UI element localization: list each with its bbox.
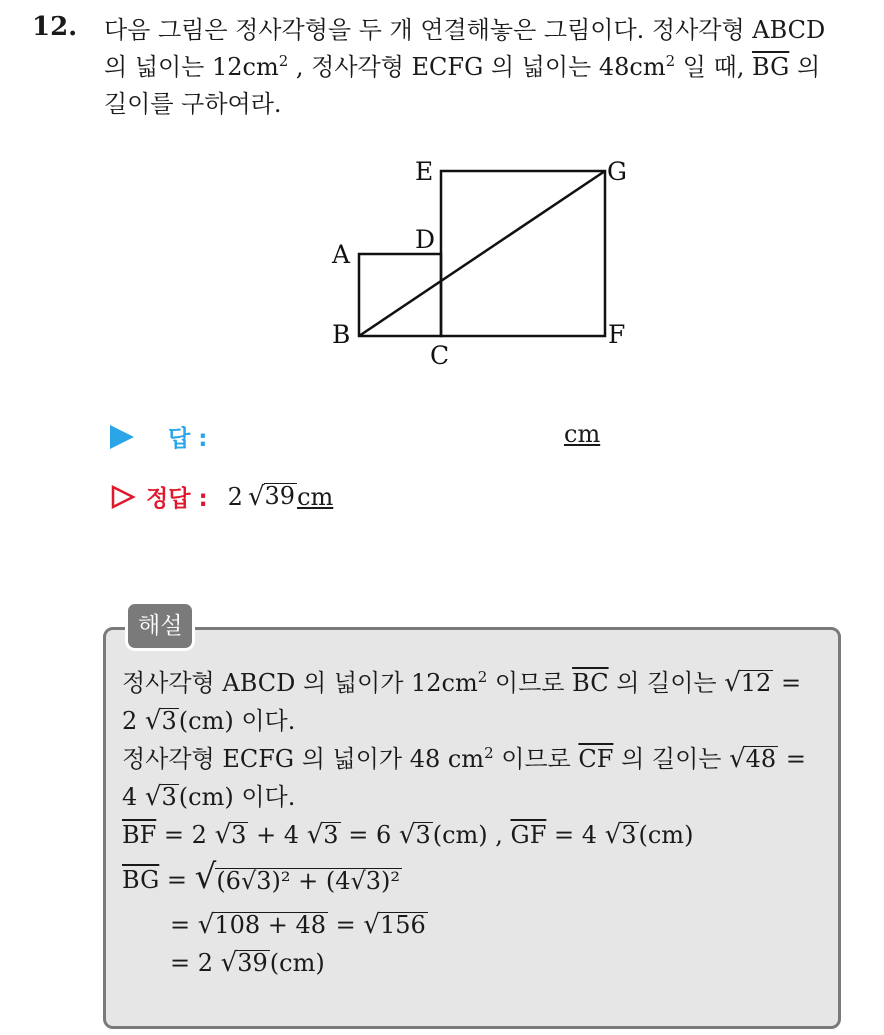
label-d: D — [415, 225, 436, 254]
correct-sqrt: √ 39 — [247, 481, 296, 512]
two-squares-figure — [320, 150, 640, 375]
solution-tab: 해설 — [128, 604, 192, 648]
label-e: E — [415, 157, 434, 186]
play-outline-icon — [110, 484, 136, 510]
label-f: F — [608, 320, 626, 349]
solution-line-6: $\overline{BG}$ = √ (6√3)² + (4√3)² — [122, 857, 401, 897]
label-c: C — [430, 341, 450, 370]
correct-coef: 2 — [227, 482, 243, 511]
play-icon — [110, 425, 134, 449]
answer-label: 답 : — [168, 426, 208, 452]
label-b: B — [332, 320, 351, 349]
solution-line-8: = 2 √ 39 (cm) — [170, 948, 325, 978]
solution-line-1: 정사각형 ABCD 의 넓이가 $12cm^2$ 이므로 $\overline{BC}$ 의 길이는 √ 12 = — [122, 668, 802, 698]
correct-unit: cm — [297, 482, 334, 511]
solution-line-3: 정사각형 ECFG 의 넓이가 48 $cm^2$ 이므로 $\overline{CF}$ 의 길이는 √ 48 = — [122, 744, 806, 774]
question-number: 12. — [32, 12, 78, 42]
solution-line-5: $\overline{BF} = 2$ √ 3 + 4 √ 3 = 6 √ 3 (cm) , $\overline{GF} = 4$ √ 3 (cm) — [122, 820, 694, 850]
solution-line-4: 4 √ 3 (cm) 이다. — [122, 782, 296, 812]
label-g: G — [607, 157, 627, 186]
label-a: A — [332, 240, 351, 269]
correct-answer-row — [110, 480, 333, 513]
solution-line-2: 2 √ 3 (cm) 이다. — [122, 706, 296, 736]
segment-bg: $\overline{BG}$ — [752, 53, 790, 81]
question-line-3: 길이를 구하여라. — [104, 90, 282, 118]
question-line-2: 의 넓이는 $12cm^2$ , 정사각형 ECFG 의 넓이는 $48cm^2$ 일 때, $\overline{BG}$ 의 — [104, 52, 821, 81]
answer-unit: cm — [564, 420, 601, 448]
square-abcd — [359, 254, 441, 336]
question-text — [104, 12, 864, 123]
answer-row — [110, 420, 601, 453]
solution-line-7: = √ 108 + 48 = √ 156 — [170, 910, 426, 940]
square-ecfg — [441, 171, 605, 336]
question-line-1: 다음 그림은 정사각형을 두 개 연결해놓은 그림이다. 정사각형 ABCD — [104, 16, 826, 44]
solution-body — [122, 664, 832, 982]
correct-label: 정답 : — [146, 486, 208, 512]
